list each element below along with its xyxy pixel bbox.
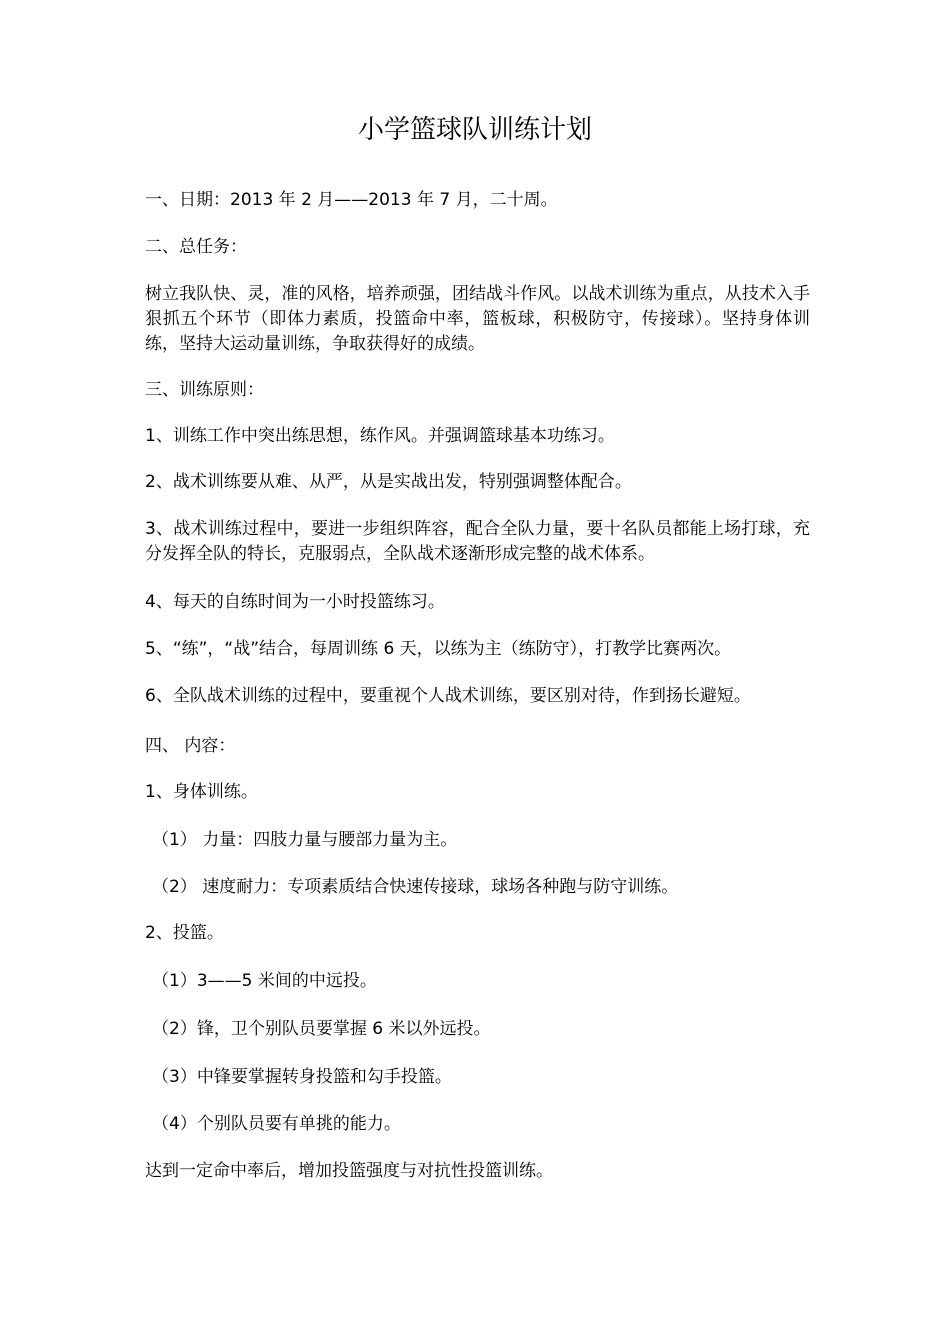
date-line: 一、日期：2013 年 2 月——2013 年 7 月，二十周。: [145, 190, 558, 210]
principle-item: 6、全队战术训练的过程中，要重视个人战术训练，要区别对待，作到扬长避短。: [145, 686, 751, 706]
shooting-item: （2）锋，卫个别队员要掌握 6 米以外远投。: [152, 1019, 491, 1039]
principle-item: 1、训练工作中突出练思想，练作风。并强调篮球基本功练习。: [145, 426, 615, 446]
principles-heading: 三、训练原则：: [145, 380, 264, 400]
shooting-item: （3）中锋要掌握转身投篮和勾手投篮。: [152, 1067, 452, 1087]
shooting-heading: 2、投篮。: [145, 923, 224, 943]
principle-item: 2、战术训练要从难、从严，从是实战出发，特别强调整体配合。: [145, 472, 632, 492]
content-heading: 四、 内容：: [145, 736, 236, 756]
document-title: 小学篮球队训练计划: [357, 115, 592, 145]
physical-item: （2） 速度耐力：专项素质结合快速传接球，球场各种跑与防守训练。: [152, 877, 679, 897]
shooting-item: （4）个别队员要有单挑的能力。: [152, 1114, 401, 1134]
shooting-item: （1）3——5 米间的中远投。: [152, 971, 377, 991]
task-paragraph: 树立我队快、灵，准的风格，培养顽强，团结战斗作风。以战术训练为重点，从技术入手狠抓五个环节（即体力素质，投篮命中率，篮板球，积极防守，传接球）。坚持身体训练，坚持大运动量训练，争取获得好的成绩。: [145, 284, 810, 354]
principle-item: 3、战术训练过程中，要进一步组织阵容，配合全队力量，要十名队员都能上场打球，充分发挥全队的特长，克服弱点，全队战术逐渐形成完整的战术体系。: [145, 519, 810, 564]
principle-item: 4、每天的自练时间为一小时投篮练习。: [145, 592, 445, 612]
principle-item: 5、“练”，“战”结合，每周训练 6 天，以练为主（练防守），打教学比赛两次。: [145, 639, 732, 659]
closing-line: 达到一定命中率后，增加投篮强度与对抗性投篮训练。: [145, 1161, 553, 1181]
physical-item: （1） 力量：四肢力量与腰部力量为主。: [152, 830, 458, 850]
task-heading: 二、总任务：: [145, 237, 247, 257]
physical-heading: 1、身体训练。: [145, 782, 258, 802]
